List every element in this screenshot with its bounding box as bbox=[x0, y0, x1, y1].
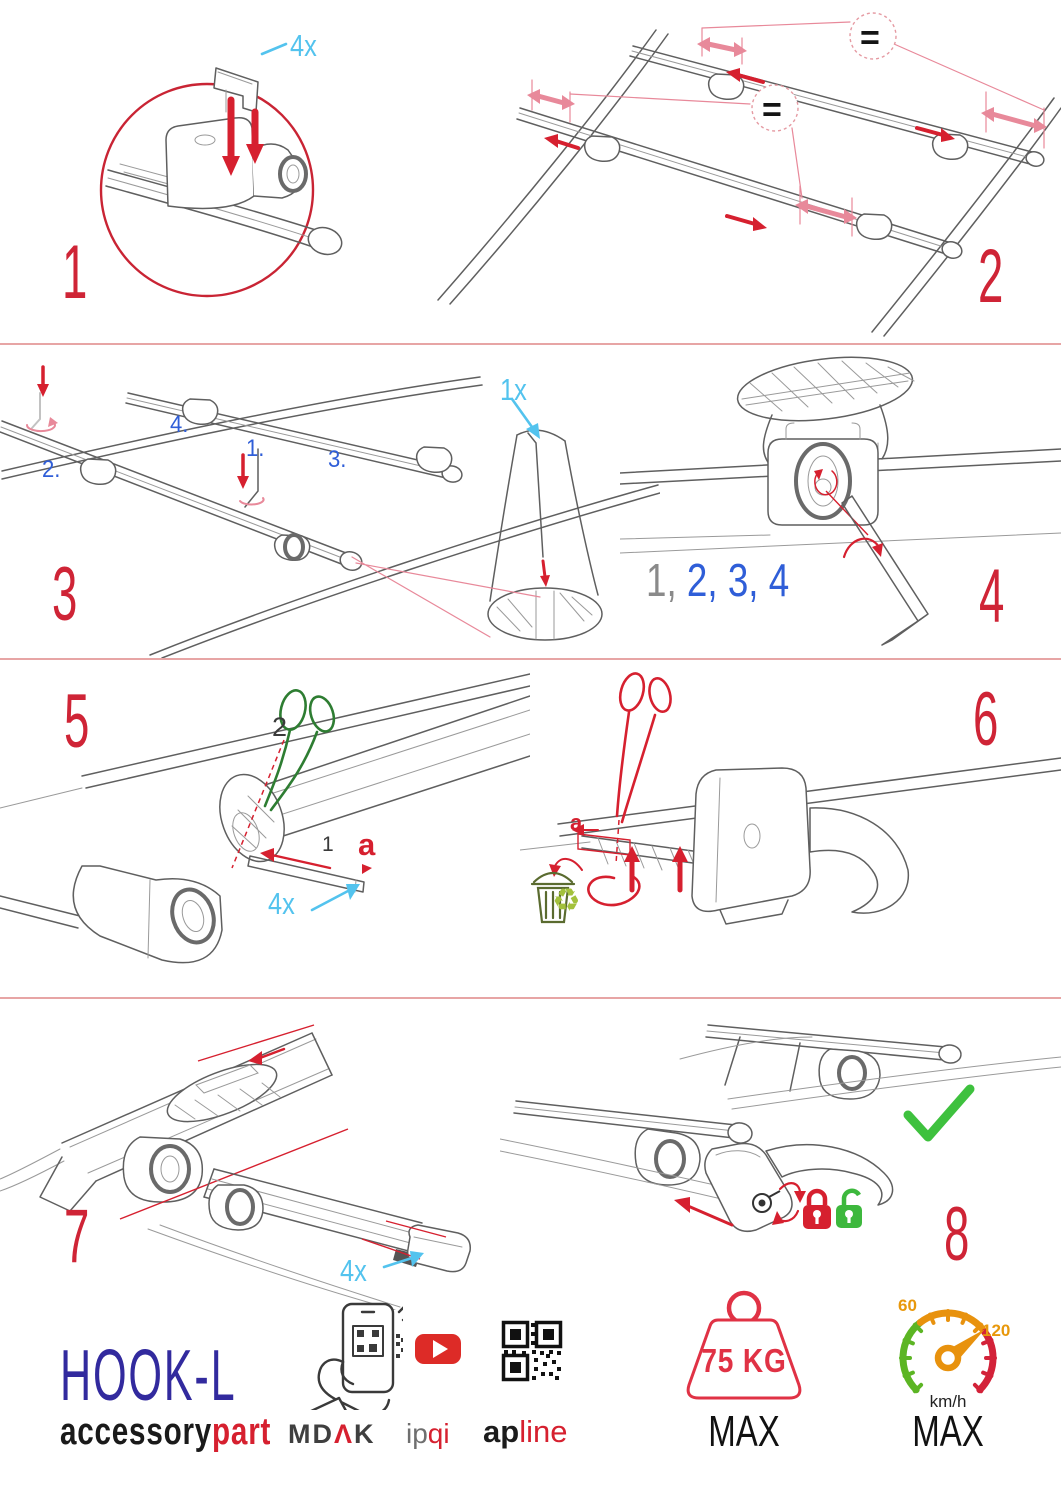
step3-number: 3 bbox=[52, 552, 78, 637]
rear-crossbar-drawing bbox=[630, 46, 1046, 168]
qty-leader-arrow bbox=[312, 891, 348, 910]
logo-ipqi bbox=[406, 1420, 450, 1448]
speed-unit-label: km/h bbox=[929, 1392, 967, 1411]
turn-arrow-head bbox=[872, 543, 883, 557]
ghost-allen-key bbox=[27, 393, 58, 431]
qty-arrow-head bbox=[346, 884, 360, 900]
sequence-next: 2, 3, 4 bbox=[676, 554, 790, 606]
brand-prefix: accessory bbox=[60, 1411, 213, 1453]
insert-direction-arrow bbox=[272, 855, 330, 868]
step5-number: 5 bbox=[64, 679, 90, 764]
step3-drawing-tighten-order bbox=[0, 343, 660, 658]
step1-qty-label: 4x bbox=[290, 28, 317, 63]
speed-120-label: 120 bbox=[982, 1321, 1011, 1340]
ipqi-suffix: qi bbox=[427, 1418, 450, 1449]
step2-number: 2 bbox=[978, 234, 1004, 319]
step6-number: 6 bbox=[973, 677, 999, 762]
front-crossbar-drawing bbox=[0, 421, 364, 573]
step3-panel bbox=[0, 343, 660, 658]
step5-length-ref-label: a bbox=[358, 827, 376, 862]
ipqi-prefix: ip bbox=[406, 1418, 428, 1449]
step2-panel bbox=[420, 0, 1061, 343]
step2-drawing-equal-spacing bbox=[420, 0, 1061, 343]
max-weight-value: 75 KG bbox=[701, 1342, 787, 1379]
step3-qty-label: 1x bbox=[500, 372, 527, 407]
finished-rack-drawing bbox=[680, 1025, 1061, 1109]
step8-number: 8 bbox=[944, 1192, 970, 1277]
step5-cut-order-label: 2 bbox=[272, 712, 288, 742]
recycle-icon: ♻ bbox=[552, 882, 581, 918]
sequence-done: 1, bbox=[646, 554, 677, 606]
logo-mdak bbox=[288, 1421, 376, 1448]
youtube-icon bbox=[415, 1334, 461, 1364]
scissors-icon-red bbox=[616, 671, 674, 864]
brand-suffix: part bbox=[212, 1411, 272, 1453]
apline-suffix: line bbox=[519, 1414, 568, 1449]
speed-60-label: 60 bbox=[898, 1296, 917, 1315]
scan-phone-icon bbox=[303, 1298, 403, 1410]
brand-logo bbox=[60, 1413, 271, 1451]
step5-insert-order-label: 1 bbox=[322, 833, 334, 856]
rear-crossbar-drawing bbox=[126, 393, 464, 484]
check-icon bbox=[908, 1089, 970, 1137]
equal-sign: = bbox=[860, 19, 880, 57]
step7-qty-label: 4x bbox=[340, 1253, 367, 1288]
qty-leader-line bbox=[262, 44, 286, 54]
step6-length-ref-label: a bbox=[570, 810, 583, 835]
mdak-caret: Λ bbox=[334, 1419, 355, 1449]
press-arrow-head bbox=[237, 476, 249, 489]
slide-arrow-head bbox=[248, 1051, 262, 1065]
logo-apline bbox=[483, 1416, 567, 1447]
clamp-drawing bbox=[0, 866, 222, 963]
max-weight-label: MAX bbox=[708, 1407, 780, 1456]
equal-distance-arrows bbox=[527, 37, 1047, 224]
key-turn-head bbox=[794, 1191, 806, 1203]
clamp-drawing bbox=[692, 768, 908, 924]
front-crossbar-drawing bbox=[517, 108, 964, 261]
mdak-k: K bbox=[354, 1419, 376, 1449]
step3-order-1: 1. bbox=[246, 435, 265, 462]
step8-drawing-lock-cover bbox=[500, 997, 1061, 1310]
slide-cover-arrow-head bbox=[674, 1197, 690, 1213]
qr-code bbox=[501, 1320, 563, 1382]
step4-number: 4 bbox=[979, 554, 1005, 639]
step3-order-4: 4. bbox=[170, 411, 189, 438]
scissors-icon bbox=[265, 688, 338, 810]
step4-sequence-label bbox=[646, 554, 790, 606]
bar-end-cutaway-drawing bbox=[488, 430, 602, 640]
max-speed-label: MAX bbox=[912, 1407, 984, 1456]
mdak-md: MD bbox=[288, 1419, 334, 1449]
apline-prefix: ap bbox=[483, 1414, 520, 1449]
step3-order-3: 3. bbox=[328, 446, 347, 473]
step1-number: 1 bbox=[62, 230, 88, 315]
mounting-bracket-drawing bbox=[214, 68, 258, 112]
product-name: HOOK-L bbox=[60, 1336, 237, 1416]
lock-closed-icon bbox=[803, 1191, 831, 1229]
step8-panel bbox=[500, 997, 1061, 1310]
length-ref-arrow-head bbox=[362, 864, 372, 874]
play-triangle-icon bbox=[433, 1340, 448, 1358]
step7-number: 7 bbox=[64, 1194, 90, 1279]
step3-order-2: 2. bbox=[42, 456, 61, 483]
press-arrow-head bbox=[37, 384, 49, 397]
bar-top-view-drawing bbox=[0, 1033, 332, 1211]
lock-open-icon bbox=[836, 1191, 862, 1228]
step5-qty-label: 4x bbox=[268, 886, 295, 921]
lock-cover-drawing bbox=[500, 1101, 893, 1231]
equal-sign: = bbox=[762, 91, 782, 129]
